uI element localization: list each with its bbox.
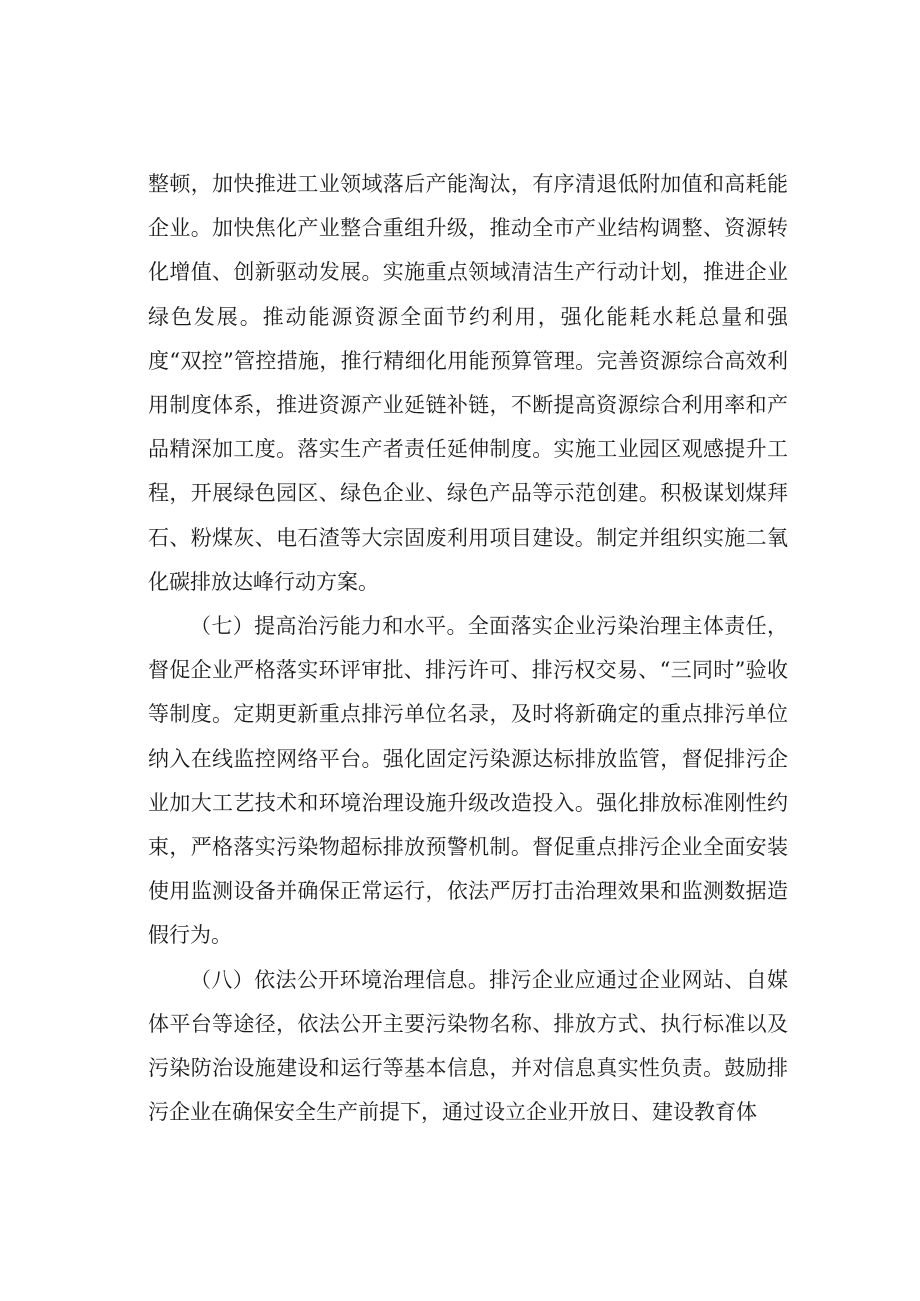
body-text	[148, 162, 788, 1134]
paragraph-section-7: （七）提高治污能力和水平。全面落实企业污染治理主体责任，督促企业严格落实环评审批、排污许可、排污权交易、“三同时”验收等制度。定期更新重点排污单位名录，及时将新确定的重点排污单位纳入在线监控网络平台。强化固定污染源达标排放监管，督促排污企业加大工艺技术和环境治理设施升级改造投入。强化排放标准刚性约束，严格落实污染物超标排放预警机制。督促重点排污企业全面安装使用监测设备并确保正常运行，依法严厉打击治理效果和监测数据造假行为。	[148, 614, 788, 948]
paragraph-continued: 整顿，加快推进工业领域落后产能淘汰，有序清退低附加值和高耗能企业。加快焦化产业整合重组升级，推动全市产业结构调整、资源转化增值、创新驱动发展。实施重点领域清洁生产行动计划，推进企业绿色发展。推动能源资源全面节约利用，强化能耗水耗总量和强度“双控”管控措施，推行精细化用能预算管理。完善资源综合高效利用制度体系，推进资源产业延链补链，不断提高资源综合利用率和产品精深加工度。落实生产者责任延伸制度。实施工业园区观感提升工程，开展绿色园区、绿色企业、绿色产品等示范创建。积极谋划煤拜石、粉煤灰、电石渣等大宗固废利用项目建设。制定并组织实施二氧化碳排放达峰行动方案。	[148, 172, 788, 594]
paragraph-section-8: （八）依法公开环境治理信息。排污企业应通过企业网站、自媒体平台等途径，依法公开主要污染物名称、排放方式、执行标准以及污染防治设施建设和运行等基本信息，并对信息真实性负责。鼓励排污企业在确保安全生产前提下，通过设立企业开放日、建设教育体	[148, 967, 788, 1125]
